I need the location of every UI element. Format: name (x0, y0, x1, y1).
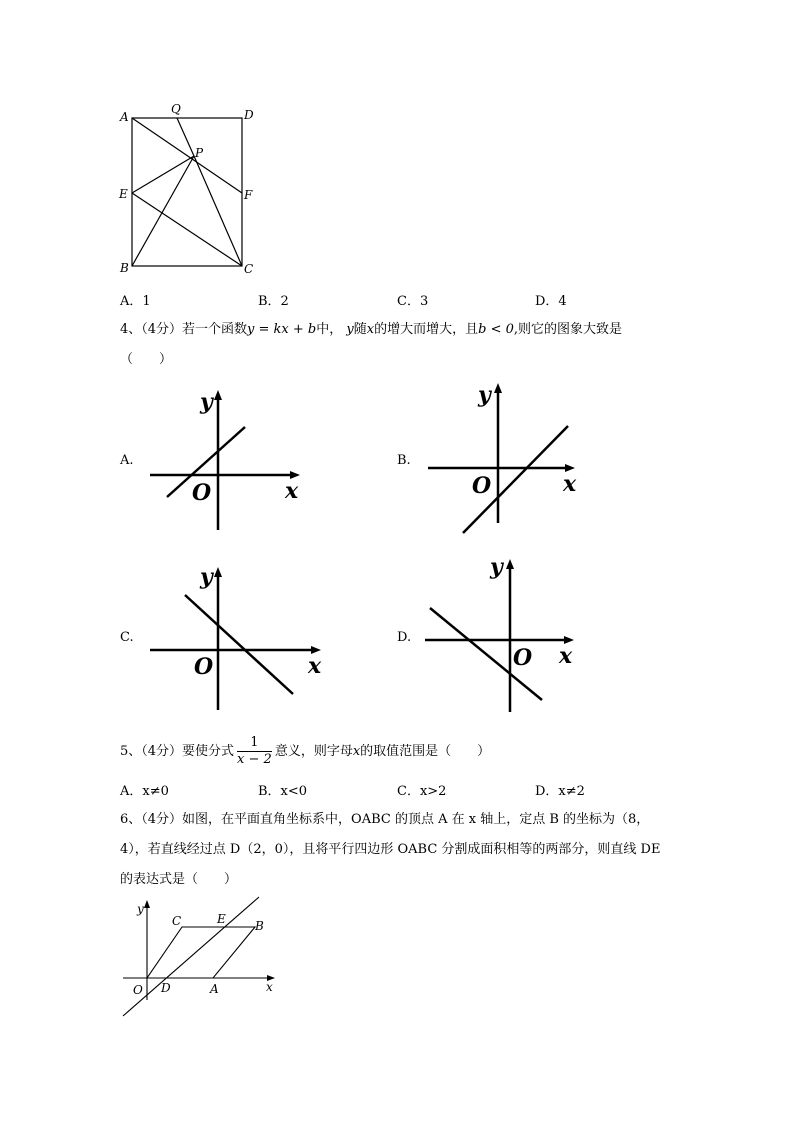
q4-prefix: 4、（4分）若一个函数 (120, 322, 248, 337)
q4-mid3: 的增大而增大，且 (374, 322, 479, 337)
q3-option-d[interactable]: D．4 (535, 294, 567, 309)
label-c: C (172, 914, 182, 928)
q4-y: y (346, 322, 354, 337)
origin-label: O (513, 645, 533, 671)
x-label: x (563, 471, 577, 497)
y-label: y (200, 389, 213, 415)
q5-fraction (237, 735, 272, 768)
label-f: F (244, 188, 253, 202)
q6-line-3: 的表达式是（ ） (120, 872, 238, 887)
q5-option-c[interactable]: C．x>2 (397, 784, 447, 799)
q5-option-b[interactable]: B．x<0 (258, 784, 308, 799)
label-e: E (217, 912, 226, 926)
q4-x: x (366, 322, 375, 337)
q4-condition: b < 0 (478, 322, 514, 337)
label-d: D (244, 108, 254, 122)
label-o: O (133, 983, 143, 997)
segment-ap-f (132, 118, 242, 193)
q4-graph-c-label[interactable]: C. (120, 630, 134, 645)
q4-graph-b[interactable] (420, 378, 590, 538)
q6-line-1: 6、（4分）如图，在平面直角坐标系中，OABC 的顶点 A 在 x 轴上，定点 B 的坐标为（8， (120, 812, 650, 827)
label-a: A (120, 110, 129, 124)
q4-graph-a-label[interactable]: A. (120, 453, 134, 468)
q5-question (120, 732, 490, 772)
q5-suffix2: 的取值范围是（ ） (360, 744, 491, 759)
segment-ep (132, 156, 194, 193)
origin-label: O (194, 654, 214, 680)
y-arrow (214, 567, 222, 577)
origin-label: O (192, 480, 212, 506)
q4-mid2: 随 (353, 322, 367, 337)
segment-bp (132, 156, 194, 266)
label-x: x (266, 980, 273, 994)
q3-option-a[interactable]: A．1 (120, 294, 151, 309)
label-q: Q (171, 102, 181, 116)
q3-option-c[interactable]: C．3 (397, 294, 429, 309)
y-arrow (144, 900, 150, 908)
q3-option-b[interactable]: B．2 (258, 294, 289, 309)
q5-option-a[interactable]: A．x≠0 (120, 784, 169, 799)
y-label: y (200, 564, 213, 590)
q5-numerator: 1 (237, 735, 272, 752)
q6-figure (115, 895, 285, 1025)
q4-mid1: 中， (316, 322, 343, 337)
q6-line-2: 4），若直线经过点 D（2，0），且将平行四边形 OABC 分割成面积相等的两部分，则直线 DE (120, 842, 661, 857)
q4-paren: （ ） (120, 352, 173, 367)
q4-graph-b-label[interactable]: B. (397, 453, 411, 468)
q4-graph-a[interactable] (145, 385, 315, 535)
y-label: y (490, 554, 503, 580)
q4-graph-c[interactable] (145, 560, 335, 720)
label-e: E (119, 187, 128, 201)
rectangle-figure (110, 98, 270, 283)
q5-denominator: x − 2 (237, 752, 272, 767)
y-arrow (214, 390, 222, 400)
y-label: y (478, 382, 491, 408)
label-d: D (161, 981, 171, 995)
x-label: x (308, 653, 322, 679)
label-a: A (210, 982, 219, 996)
label-b: B (255, 919, 264, 933)
q4-end: ,则它的图象大致是 (513, 322, 623, 337)
q5-prefix: 5、（4分）要使分式 (120, 744, 235, 759)
x-label: x (559, 643, 573, 669)
label-b: B (120, 261, 129, 275)
q5-option-d[interactable]: D．x≠2 (535, 784, 585, 799)
y-arrow (506, 559, 514, 569)
label-c: C (244, 262, 254, 276)
label-y: y (137, 902, 144, 916)
q5-suffix: 意义，则字母 (274, 744, 353, 759)
q4-graph-d-label[interactable]: D. (397, 630, 412, 645)
origin-label: O (472, 473, 492, 499)
parallelogram-oabc (147, 927, 255, 978)
label-p: P (195, 146, 204, 160)
y-arrow (494, 383, 502, 393)
q4-function: y = kx + b (247, 322, 317, 337)
q4-graph-d[interactable] (420, 550, 590, 715)
q5-x: x (352, 744, 361, 759)
x-label: x (285, 478, 299, 504)
q4-question (120, 316, 622, 344)
